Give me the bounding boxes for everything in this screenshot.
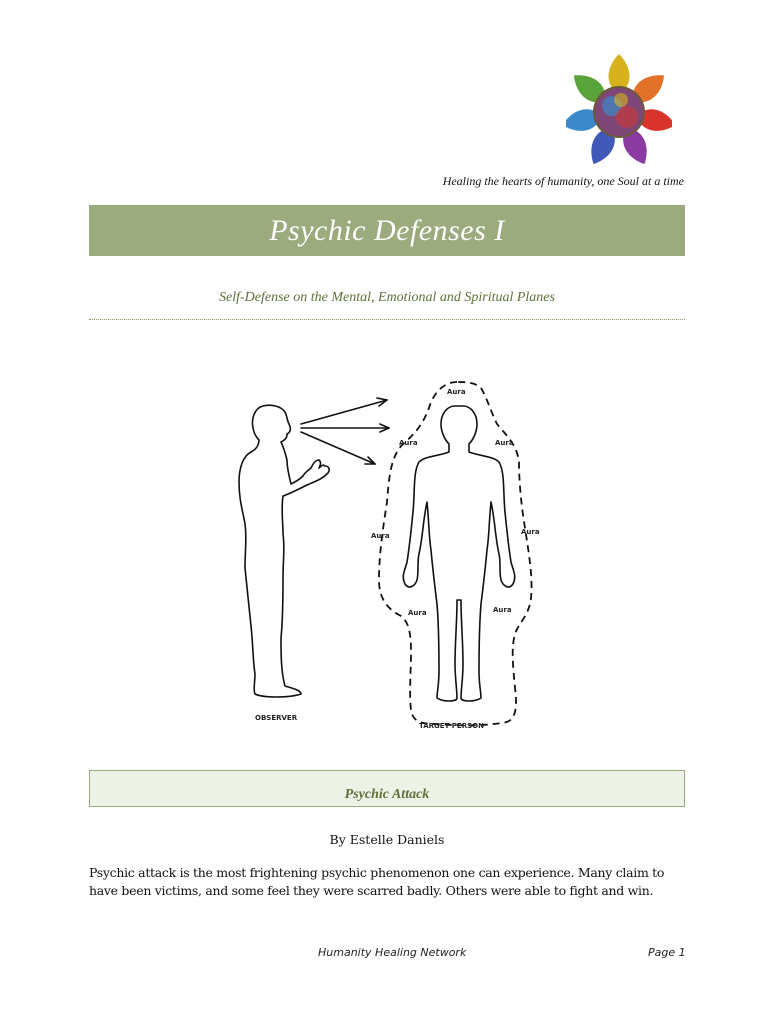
section-title: Psychic Attack: [344, 787, 430, 802]
observer-label: OBSERVER: [255, 714, 298, 722]
aura-label-upper-left: Aura: [399, 439, 418, 447]
arrow-upper: [301, 400, 387, 424]
aura-label-top: Aura: [447, 388, 466, 396]
target-person-label: TARGET PERSON: [419, 722, 484, 730]
arrow-lower: [301, 432, 375, 464]
aura-label-upper-right: Aura: [495, 439, 514, 447]
document-subtitle: Self-Defense on the Mental, Emotional and Spiritual Planes: [219, 290, 555, 305]
observer-figure: [239, 405, 329, 697]
tagline: Healing the hearts of humanity, one Soul at a time: [442, 174, 684, 188]
footer-page-number: Page 1: [648, 946, 686, 959]
aura-label-mid-left: Aura: [371, 532, 390, 540]
title-banner: [89, 205, 685, 256]
aura-label-mid-right: Aura: [521, 528, 540, 536]
target-person-figure: [403, 406, 514, 701]
paragraph: Psychic attack is the most frightening psychic phenomenon one can experience. Many claim to have been victims, and some feel they were scarred badly. Others were able to fight and win.: [89, 865, 665, 898]
flower-earth-logo-icon: [566, 52, 672, 170]
aura-label-lower-right: Aura: [493, 606, 512, 614]
footer-organization: Humanity Healing Network: [318, 946, 467, 959]
byline: By Estelle Daniels: [329, 832, 445, 847]
section-header: [89, 770, 685, 807]
divider: [89, 319, 685, 320]
aura-illustration: [225, 372, 555, 734]
aura-label-lower-left: Aura: [408, 609, 427, 617]
document-title: Psychic Defenses I: [269, 213, 505, 247]
